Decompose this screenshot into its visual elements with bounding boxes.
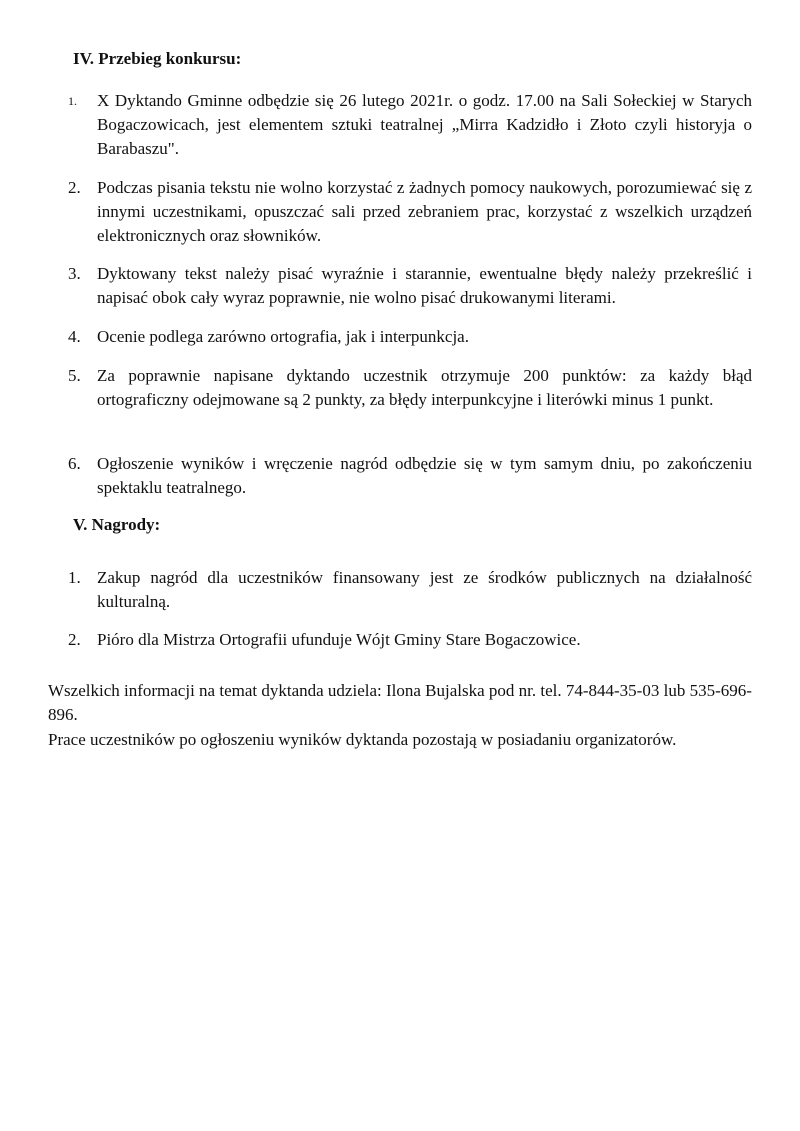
list-item-text: Podczas pisania tekstu nie wolno korzystać z żadnych pomocy naukowych, porozumiewać się z innymi uczestnikami, opuszczać sali przed zebraniem prac, korzystać z wszelkich urządzeń elektronicznych oraz słowników.	[97, 178, 752, 245]
list-item	[68, 628, 752, 652]
list-item	[68, 262, 752, 310]
works-ownership-paragraph: Prace uczestników po ogłoszeniu wyników dyktanda pozostają w posiadaniu organizatorów.	[48, 730, 677, 749]
section-heading-nagrody: V. Nagrody:	[73, 515, 161, 534]
list-item-number: 6.	[68, 454, 81, 473]
list-item-text: Ocenie podlega zarówno ortografia, jak i interpunkcja.	[97, 327, 469, 346]
list-item-text: Ogłoszenie wyników i wręczenie nagród odbędzie się w tym samym dniu, po zakończeniu spektaklu teatralnego.	[97, 454, 752, 497]
list-item	[68, 325, 752, 349]
list-item	[68, 452, 752, 500]
list-item	[68, 566, 752, 614]
list-item-text: Za poprawnie napisane dyktando uczestnik otrzymuje 200 punktów: za każdy błąd ortograficzny odejmowane są 2 punkty, za błędy interpunkcyjne i literówki minus 1 punkt.	[97, 366, 752, 409]
list-item-text: Dyktowany tekst należy pisać wyraźnie i starannie, ewentualne błędy należy przekreślić i napisać obok cały wyraz poprawnie, nie wolno pisać drukowanymi literami.	[97, 264, 752, 307]
section-heading-przebieg-konkursu: IV. Przebieg konkursu:	[73, 49, 242, 68]
list-item-number: 1.	[68, 94, 77, 108]
list-item-number: 2.	[68, 178, 81, 197]
list-item-number: 3.	[68, 264, 81, 283]
contact-info-paragraph: Wszelkich informacji na temat dyktanda udziela: Ilona Bujalska pod nr. tel. 74-844-35-03 lub 535-696-896.	[48, 681, 752, 724]
list-item-number: 2.	[68, 630, 81, 649]
list-item	[68, 364, 752, 412]
list-item-number: 1.	[68, 568, 81, 587]
list-item	[68, 176, 752, 248]
list-item-text: Zakup nagród dla uczestników finansowany jest ze środków publicznych na działalność kulturalną.	[97, 568, 752, 611]
list-item-number: 4.	[68, 327, 81, 346]
list-item-number: 5.	[68, 366, 81, 385]
list-item-text: X Dyktando Gminne odbędzie się 26 lutego 2021r. o godz. 17.00 na Sali Sołeckiej w Starych Bogaczowicach, jest elementem sztuki teatralnej „Mirra Kadzidło i Złoto czyli historyja o Barabaszu".	[97, 91, 752, 158]
list-item	[68, 89, 752, 161]
list-item-text: Pióro dla Mistrza Ortografii ufunduje Wójt Gminy Stare Bogaczowice.	[97, 630, 581, 649]
